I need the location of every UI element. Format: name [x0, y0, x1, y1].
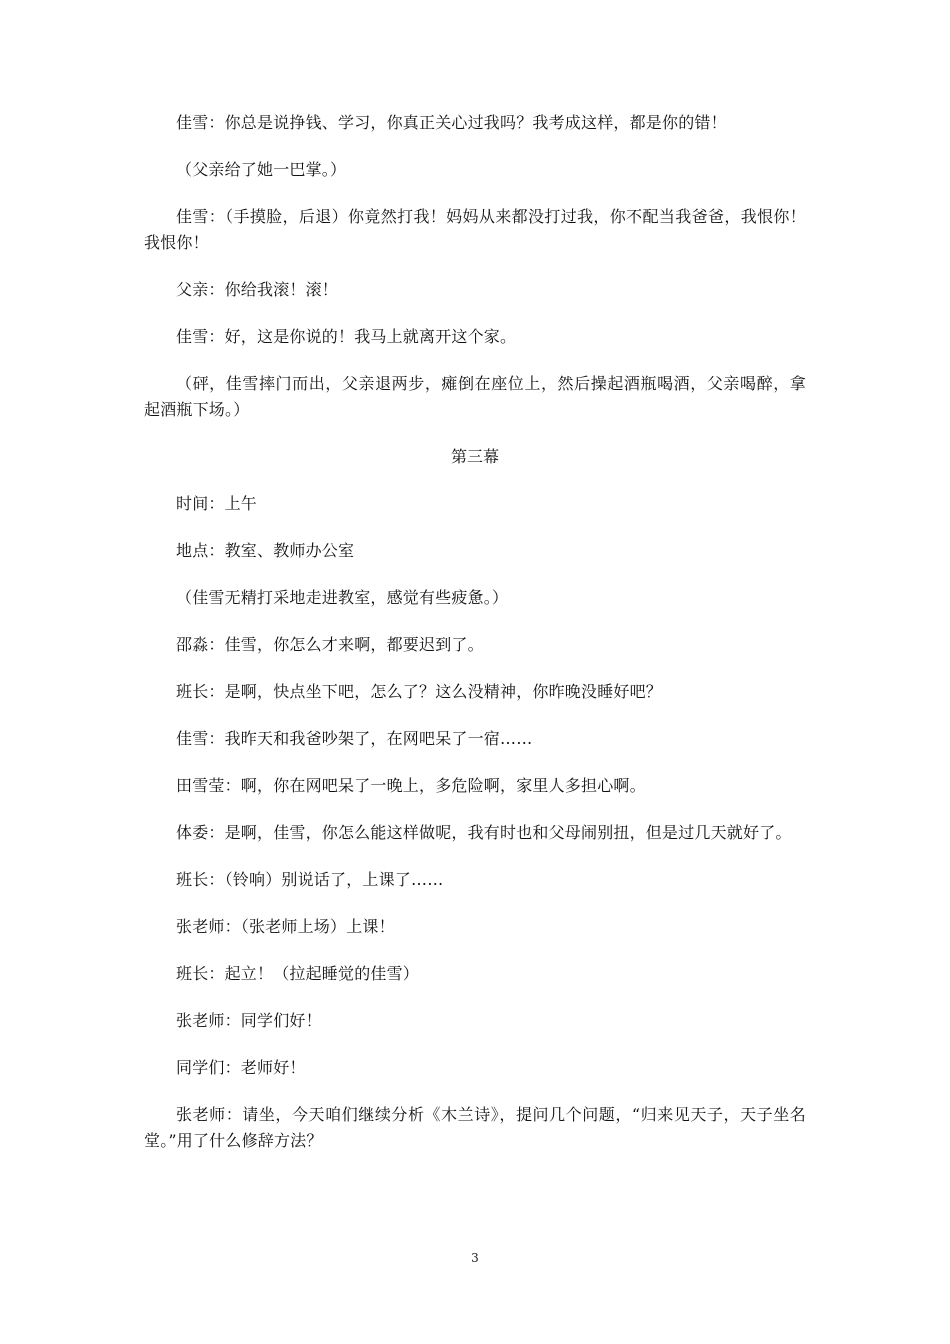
- dialogue-line: 班长：是啊，快点坐下吧，怎么了？这么没精神，你昨晚没睡好吧？: [176, 682, 663, 701]
- scene-location: 地点：教室、教师办公室: [176, 541, 355, 560]
- dialogue-line: 佳雪：你总是说挣钱、学习，你真正关心过我吗？我考成这样，都是你的错！: [176, 113, 727, 132]
- stage-direction: （佳雪无精打采地走进教室，感觉有些疲惫。）: [176, 588, 509, 607]
- dialogue-line: 同学们：老师好！: [176, 1058, 306, 1077]
- dialogue-line: 田雪莹：啊，你在网吧呆了一晚上，多危险啊，家里人多担心啊。: [176, 776, 646, 795]
- scene-time: 时间：上午: [176, 494, 258, 513]
- dialogue-line: 佳雪：我昨天和我爸吵架了，在网吧呆了一宿……: [176, 729, 533, 748]
- dialogue-line: 邵淼：佳雪，你怎么才来啊，都要迟到了。: [176, 635, 484, 654]
- document-body: [144, 110, 806, 1175]
- dialogue-line: 张老师：请坐，今天咱们继续分析《木兰诗》，提问几个问题，“归来见天子，天子坐名堂。”用了什么修辞方法？: [144, 1105, 806, 1150]
- dialogue-line: 班长：（铃响）别说话了，上课了……: [176, 870, 444, 889]
- page-number: 3: [471, 1251, 479, 1265]
- dialogue-line: 张老师：同学们好！: [176, 1011, 322, 1030]
- dialogue-line: 佳雪：好，这是你说的！我马上就离开这个家。: [176, 327, 517, 346]
- act-heading: 第三幕: [450, 447, 499, 466]
- dialogue-line: 佳雪：（手摸脸，后退）你竟然打我！妈妈从来都没打过我，你不配当我爸爸，我恨你！我恨你！: [144, 207, 806, 252]
- dialogue-line: 班长：起立！（拉起睡觉的佳雪）: [176, 964, 420, 983]
- stage-direction: （砰，佳雪摔门而出，父亲退两步，瘫倒在座位上，然后操起酒瓶喝酒，父亲喝醉，拿起酒瓶下场。）: [144, 374, 806, 419]
- dialogue-line: 体委：是啊，佳雪，你怎么能这样做呢，我有时也和父母闹别扭，但是过几天就好了。: [176, 823, 792, 842]
- dialogue-line: 张老师：（张老师上场）上课！: [176, 917, 395, 936]
- stage-direction: （父亲给了她一巴掌。）: [176, 160, 347, 179]
- dialogue-line: 父亲：你给我滚！滚！: [176, 280, 339, 299]
